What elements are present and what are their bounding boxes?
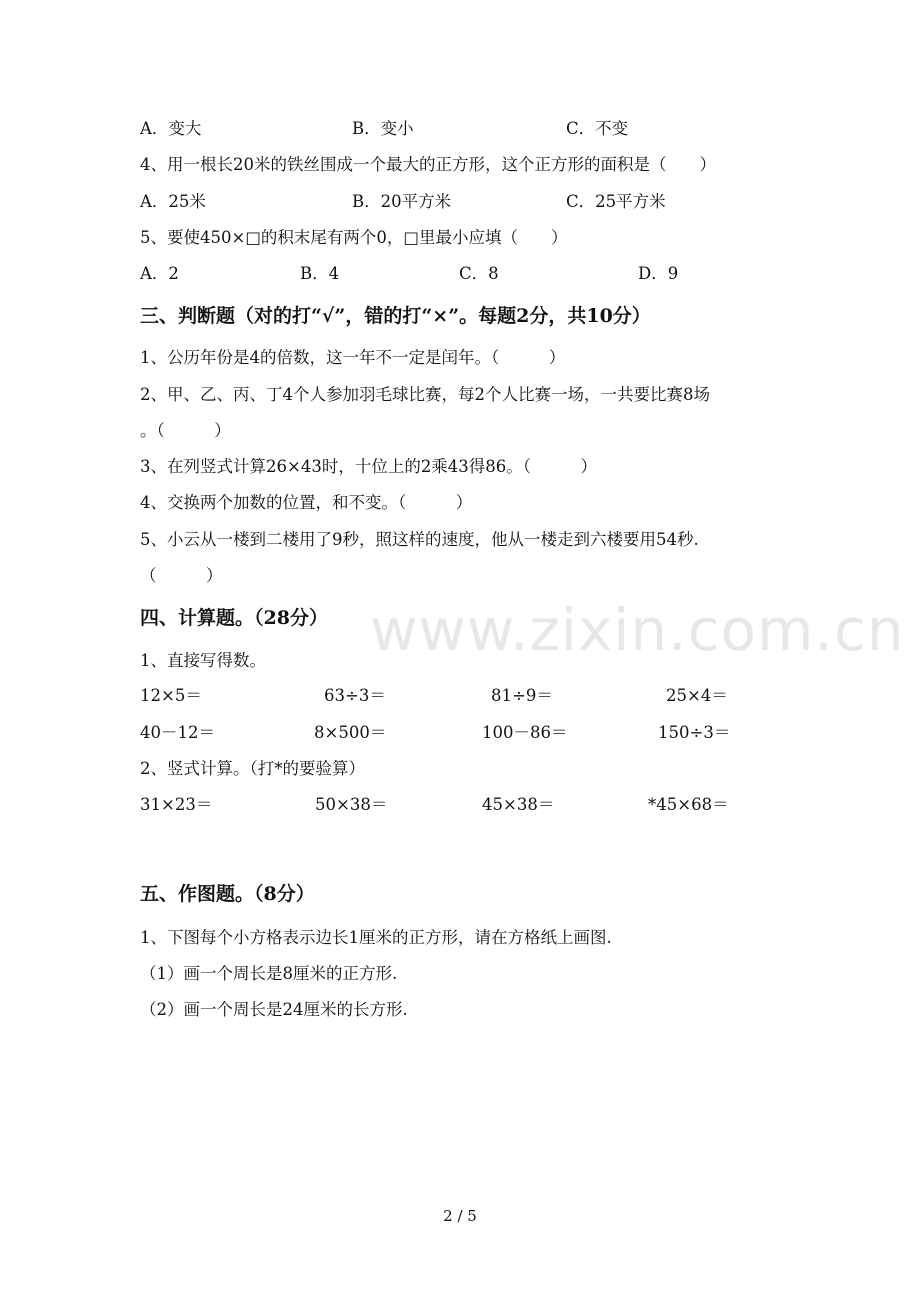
section4-title: 四、计算题。（28分） [140, 607, 328, 629]
s3-item-3: 3、在列竖式计算26×43时，十位上的2乘43得86。（ ） [140, 457, 598, 476]
q4-option-a: A．25米 [140, 192, 206, 211]
calc-3-3: 45×38＝ [482, 795, 555, 814]
s5-item-1: 1、下图每个小方格表示边长1厘米的正方形，请在方格纸上画图. [140, 928, 612, 947]
q4-option-b: B．20平方米 [352, 192, 452, 211]
q5-option-b: B．4 [300, 264, 340, 283]
q5-option-c: C．8 [459, 264, 499, 283]
q4-option-c: C．25平方米 [566, 192, 666, 211]
s5-item-2: （1）画一个周长是8厘米的正方形. [140, 964, 398, 983]
watermark: www.zixin.com.cn [370, 596, 905, 664]
q5-text: 5、要使450×□的积末尾有两个0，□里最小应填（ ） [140, 228, 568, 247]
calc-2-3: 100－86＝ [482, 723, 568, 742]
calc-3-1: 31×23＝ [140, 795, 213, 814]
calc-1-1: 12×5＝ [140, 686, 202, 705]
calc-1-4: 25×4＝ [666, 686, 728, 705]
q5-option-d: D．9 [638, 264, 679, 283]
s3-item-1: 1、公历年份是4的倍数，这一年不一定是闰年。（ ） [140, 348, 566, 367]
calc-2-4: 150÷3＝ [658, 723, 731, 742]
calc-3-2: 50×38＝ [315, 795, 388, 814]
section3-title: 三、判断题（对的打“√”，错的打“×”。每题2分，共10分） [140, 305, 651, 327]
calc-1-3: 81÷9＝ [491, 686, 553, 705]
s4-sub2: 2、竖式计算。（打*的要验算） [140, 759, 365, 778]
s3-item-4: 4、交换两个加数的位置，和不变。（ ） [140, 493, 473, 512]
q4-text: 4、用一根长20米的铁丝围成一个最大的正方形，这个正方形的面积是（ ） [140, 155, 716, 174]
page-number: 2 / 5 [443, 1207, 477, 1225]
s3-item-2: 2、甲、乙、丙、丁4个人参加羽毛球比赛，每2个人比赛一场，一共要比赛8场 [140, 385, 710, 404]
q2-option-b: B．变小 [352, 119, 414, 138]
s3-item-5-cont: （ ） [140, 566, 223, 585]
calc-1-2: 63÷3＝ [324, 686, 386, 705]
calc-3-4: *45×68＝ [648, 795, 729, 814]
q2-option-c: C．不变 [566, 119, 629, 138]
q5-option-a: A．2 [140, 264, 179, 283]
s5-item-3: （2）画一个周长是24厘米的长方形. [140, 1000, 408, 1019]
section5-title: 五、作图题。（8分） [140, 883, 315, 905]
s3-item-5: 5、小云从一楼到二楼用了9秒，照这样的速度，他从一楼走到六楼要用54秒. [140, 530, 699, 549]
s3-item-2-cont: 。（ ） [140, 421, 231, 440]
calc-2-2: 8×500＝ [314, 723, 387, 742]
q2-option-a: A．变大 [140, 119, 202, 138]
s4-sub1: 1、直接写得数。 [140, 651, 266, 670]
calc-2-1: 40－12＝ [140, 723, 215, 742]
